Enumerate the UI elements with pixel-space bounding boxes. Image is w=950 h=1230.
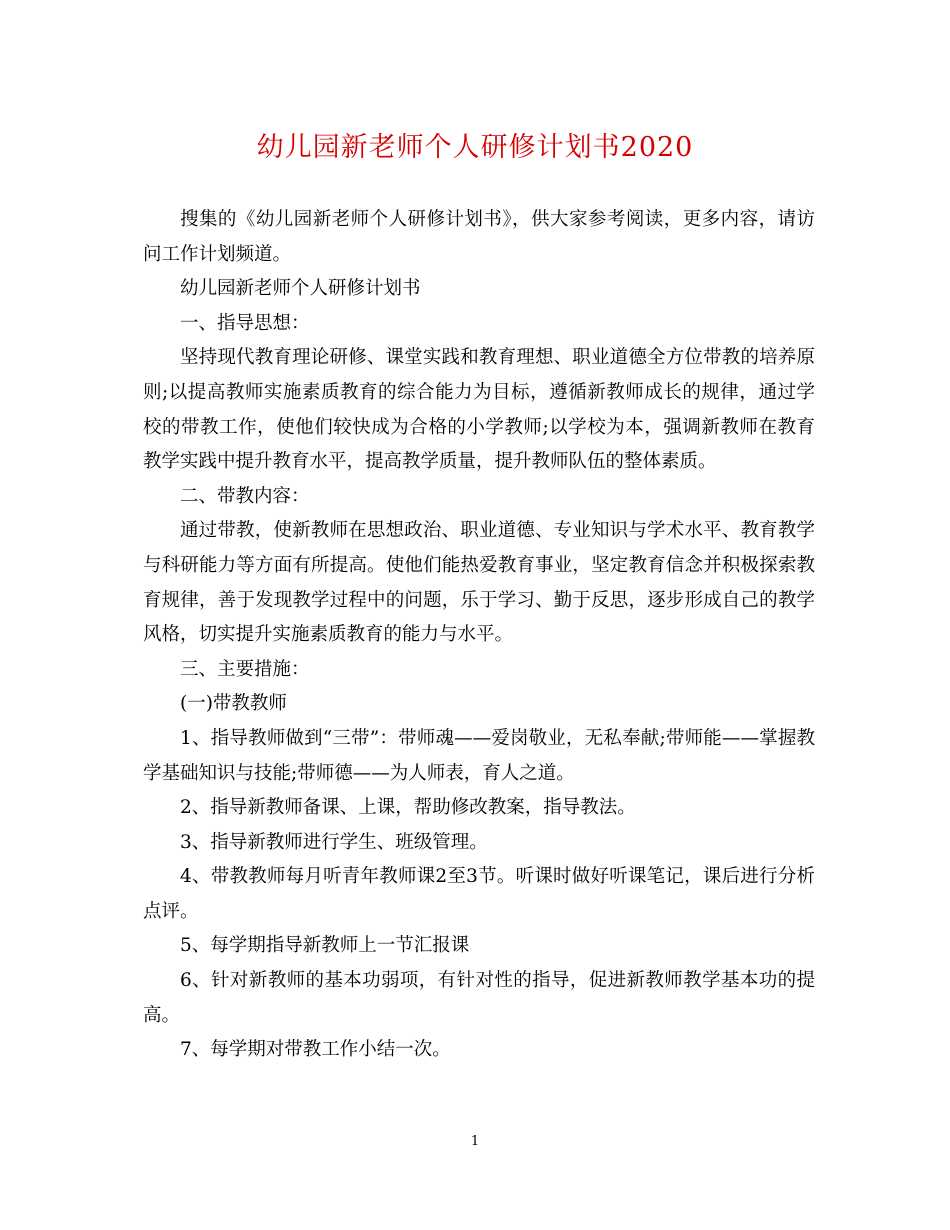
subsection-heading-mentor-teacher: (一)带教教师 [180,693,287,715]
section-heading-mentoring-content: 二、带教内容： [180,485,310,507]
list-item-7: 7、每学期对带教工作小结一次。 [180,1039,451,1061]
section-heading-main-measures: 三、主要措施： [180,658,310,680]
list-item-5: 5、每学期指导新教师上一节汇报课 [180,935,470,957]
list-item-2: 2、指导新教师备课、上课，帮助修改教案，指导教法。 [180,797,636,819]
paragraph-mentoring-content: 通过带教，使新教师在思想政治、职业道德、专业知识与学术水平、教育教学与科研能力等方面有所提高。使他们能热爱教育事业，坚定教育信念并积极探索教育规律，善于发现教学过程中的问题，乐于学习、勤于反思，逐步形成自己的教学风格，切实提升实施素质教育的能力与水平。 [143,520,815,646]
list-item-1: 1、指导教师做到“三带”：带师魂——爱岗敬业，无私奉献;带师能——掌握教学基础知识与技能;带师德——为人师表，育人之道。 [143,727,815,784]
list-item-4: 4、带教教师每月听青年教师课2至3节。听课时做好听课笔记，课后进行分析点评。 [143,866,815,922]
list-item-6: 6、针对新教师的基本功弱项，有针对性的指导，促进新教师教学基本功的提高。 [143,970,815,1026]
page-number: 1 [470,1134,480,1149]
section-heading-guiding-idea: 一、指导思想： [180,312,310,334]
paragraph-intro: 搜集的《幼儿园新老师个人研修计划书》，供大家参考阅读，更多内容，请访问工作计划频道。 [143,209,815,265]
document-title: 幼儿园新老师个人研修计划书2020 [256,132,694,163]
paragraph-guiding-idea: 坚持现代教育理论研修、课堂实践和教育理想、职业道德全方位带教的培养原则;以提高教师实施素质教育的综合能力为目标，遵循新教师成长的规律，通过学校的带教工作，使他们较快成为合格的小学教师;以学校为本，强调新教师在教育教学实践中提升教育水平，提高教学质量，提升教师队伍的整体素质。 [143,347,815,473]
list-item-3: 3、指导新教师进行学生、班级管理。 [180,831,488,853]
document-body [143,203,815,1068]
paragraph-subtitle: 幼儿园新老师个人研修计划书 [180,278,421,300]
